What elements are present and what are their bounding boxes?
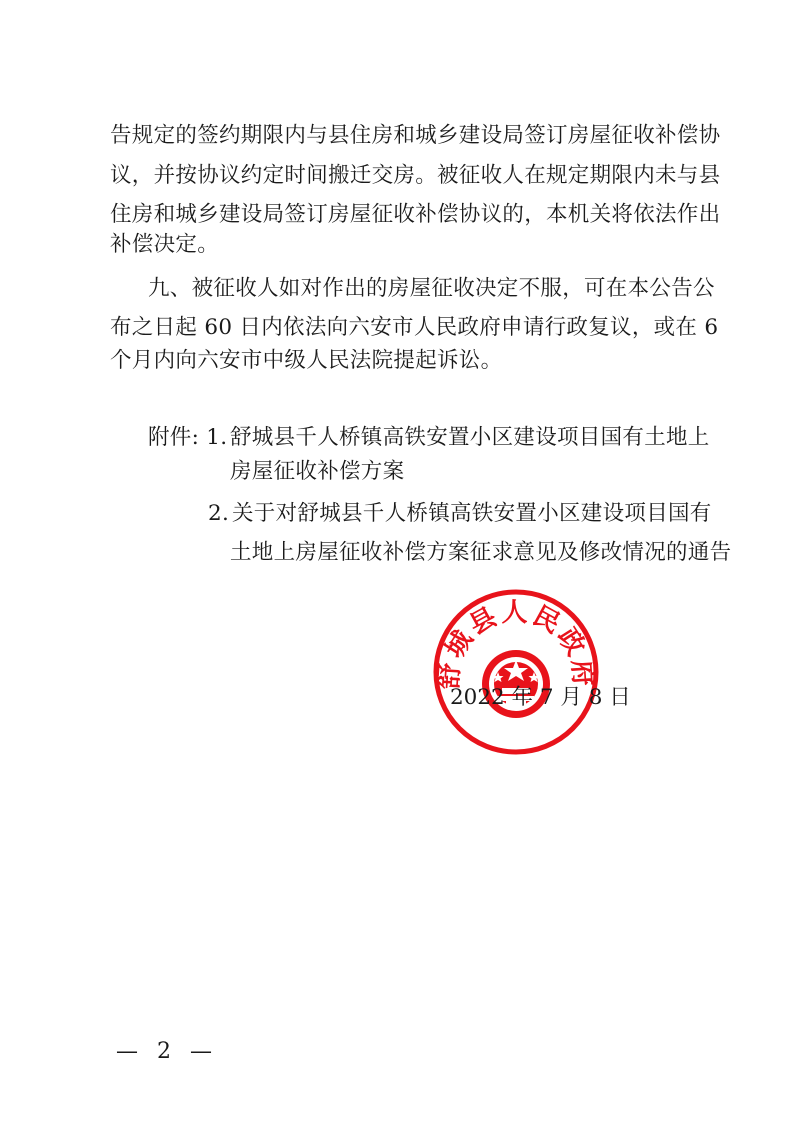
page-number: — 2 — bbox=[116, 1039, 218, 1064]
body-line: 补偿决定。 bbox=[110, 232, 220, 257]
document-date: 2022 年 7 月 8 日 bbox=[450, 685, 631, 710]
attachment-item-2-line: 土地上房屋征收补偿方案征求意见及修改情况的通告 bbox=[230, 540, 732, 565]
body-line: 告规定的签约期限内与县住房和城乡建设局签订房屋征收补偿协 bbox=[110, 123, 721, 148]
seal-text: 舒城县人民政府 bbox=[434, 597, 598, 690]
body-line: 议，并按协议约定时间搬迁交房。被征收人在规定期限内未与县 bbox=[110, 163, 721, 188]
attachment-item-1-line: 舒城县千人桥镇高铁安置小区建设项目国有土地上 bbox=[230, 425, 710, 450]
attachment-item-2-number: 2. bbox=[208, 501, 230, 526]
body-line: 个月内向六安市中级人民法院提起诉讼。 bbox=[110, 348, 503, 373]
body-line: 布之日起 60 日内依法向六安市人民政府申请行政复议，或在 6 bbox=[110, 315, 719, 340]
official-seal bbox=[432, 588, 600, 756]
attachment-item-2-line: 关于对舒城县千人桥镇高铁安置小区建设项目国有 bbox=[232, 501, 712, 526]
body-line: 九、被征收人如对作出的房屋征收决定不服，可在本公告公 bbox=[148, 276, 715, 301]
attachment-label: 附件: 1. bbox=[148, 425, 228, 450]
body-line: 住房和城乡建设局签订房屋征收补偿协议的，本机关将依法作出 bbox=[110, 202, 721, 227]
attachment-item-1-line: 房屋征收补偿方案 bbox=[230, 459, 405, 484]
